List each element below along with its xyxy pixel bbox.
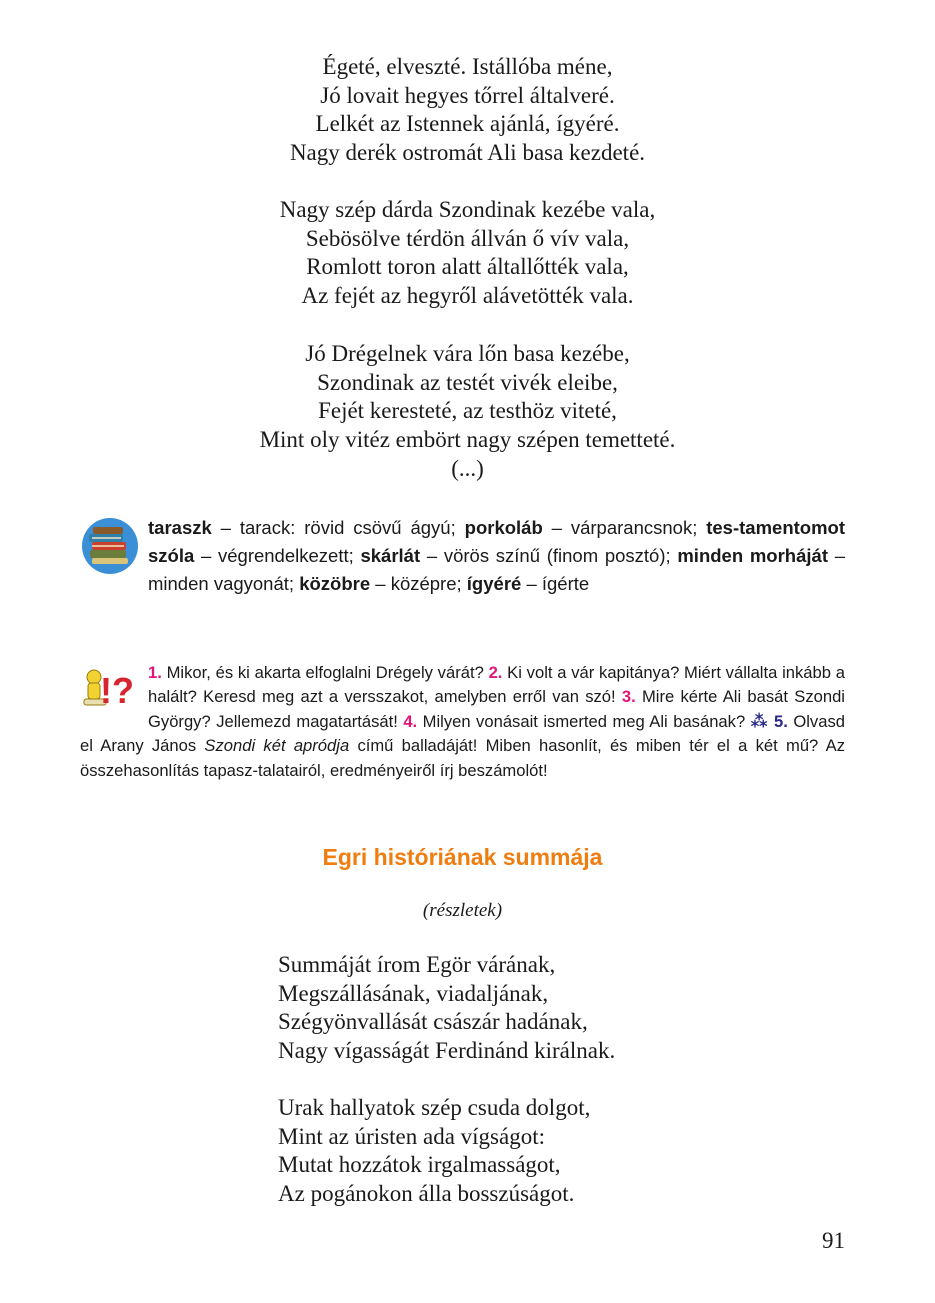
question-text: Mire kérte Ali basát Szondi György? Jellemezd magatartását! xyxy=(148,687,845,731)
question-number: 1. xyxy=(148,663,162,682)
question-number: 5. xyxy=(774,711,788,731)
gloss-def: – minden vagyonát; xyxy=(148,545,845,594)
poem-line: Szondinak az testét vivék eleibe, xyxy=(317,369,618,395)
poem-stanza-3 xyxy=(0,340,935,484)
question-text: Olvasd el Arany János xyxy=(80,711,845,756)
gloss-def: – tarack: rövid csövű ágyú; xyxy=(211,517,465,538)
question-text: című balladáját! Miben hasonlít, és miben tér el a két mű? Az összehasonlítás tapasz-talatairól, eredményeiről írj beszámolót! xyxy=(80,736,845,780)
question-number: 4. xyxy=(403,711,418,731)
poem-line: Fejét keresteté, az testhöz viteté, xyxy=(318,398,617,424)
poem-line: Urak hallyatok szép csuda dolgot, xyxy=(278,1095,591,1120)
poem-line: Nagy derék ostromát Ali basa kezdeté. xyxy=(289,140,646,166)
gloss-def: – várparancsnok; xyxy=(542,517,707,538)
poem-line: Sebösölve térdön állván ő vív vala, xyxy=(305,225,630,251)
books-icon xyxy=(80,516,140,576)
page-number: 91 xyxy=(822,1228,845,1253)
poem-line: Szégyönvallását császár hadának, xyxy=(278,1009,588,1035)
poem-stanza-1 xyxy=(0,53,935,168)
poem-line: Mutat hozzátok irgalmasságot, xyxy=(278,1152,561,1178)
gloss-def: – ígérte xyxy=(521,573,590,594)
question-text: Milyen vonásait ismerted meg Ali basának? xyxy=(417,711,751,731)
extra-task-marker-icon: ⁂ xyxy=(750,711,769,731)
question-number: 2. xyxy=(488,663,503,682)
gloss-def: – vörös színű (finom posztó); xyxy=(420,545,678,566)
question-text: Mikor, és ki akarta elfoglalni Drégely várát? xyxy=(161,663,489,682)
poem-line: Jó Drégelnek vára lőn basa kezébe, xyxy=(305,341,630,366)
poem-stanza-2 xyxy=(0,196,935,311)
gloss-term: porkoláb xyxy=(464,517,543,538)
glossary-box xyxy=(80,514,845,598)
poem-line: Lelkét az Istennek ajánlá, ígyéré. xyxy=(315,111,620,137)
poem-stanza-4 xyxy=(278,951,615,1066)
poem-ellipsis: (...) xyxy=(451,455,484,481)
gloss-term: közöbre xyxy=(299,573,371,594)
work-title: Szondi két apródja xyxy=(204,736,350,756)
poem-line: Nagy vígasságát Ferdinánd királnak. xyxy=(278,1038,616,1064)
poem-line: Égeté, elveszté. Istállóba méne, xyxy=(322,54,613,79)
poem-line: Romlott toron alatt általlőtték vala, xyxy=(306,254,629,280)
section-subtitle: (részletek) xyxy=(422,900,503,921)
svg-text:?: ? xyxy=(112,670,134,711)
poem-line: Summáját írom Egör várának, xyxy=(278,952,556,977)
poem-line: Az pogánokon álla bosszúságot. xyxy=(278,1181,575,1207)
gloss-term: tes-tamentomot szóla xyxy=(148,517,845,566)
gloss-def: – végrendelkezett; xyxy=(194,545,361,566)
poem-line: Megszállásának, viadaljának, xyxy=(278,980,549,1006)
svg-text:!: ! xyxy=(100,670,112,711)
question-text: Ki volt a vár kapitánya? Miért vállalta inkább a halált? Keresd meg azt a versszakot, amelyben erről van szó! xyxy=(148,663,845,707)
gloss-term: ígyéré xyxy=(466,573,522,594)
poem-line: Nagy szép dárda Szondinak kezébe vala, xyxy=(279,197,656,222)
gloss-term: taraszk xyxy=(148,517,212,538)
poem-line: Jó lovait hegyes tőrrel általveré. xyxy=(320,82,615,108)
questions-box xyxy=(80,661,845,783)
gloss-term: skárlát xyxy=(360,545,421,566)
question-number: 3. xyxy=(621,687,636,707)
section-title: Egri históriának summája xyxy=(322,844,603,870)
poem-stanza-5 xyxy=(278,1094,590,1209)
gloss-term: minden morháját xyxy=(677,545,828,566)
poem-line: Mint oly vitéz embört nagy szépen temetteté. xyxy=(259,427,676,453)
gloss-def: – középre; xyxy=(370,573,467,594)
poem-line: Az fejét az hegyről alávetötték vala. xyxy=(301,283,634,309)
poem-line: Mint az úristen ada vígságot: xyxy=(278,1123,545,1149)
question-mark-figure-icon xyxy=(80,663,138,713)
